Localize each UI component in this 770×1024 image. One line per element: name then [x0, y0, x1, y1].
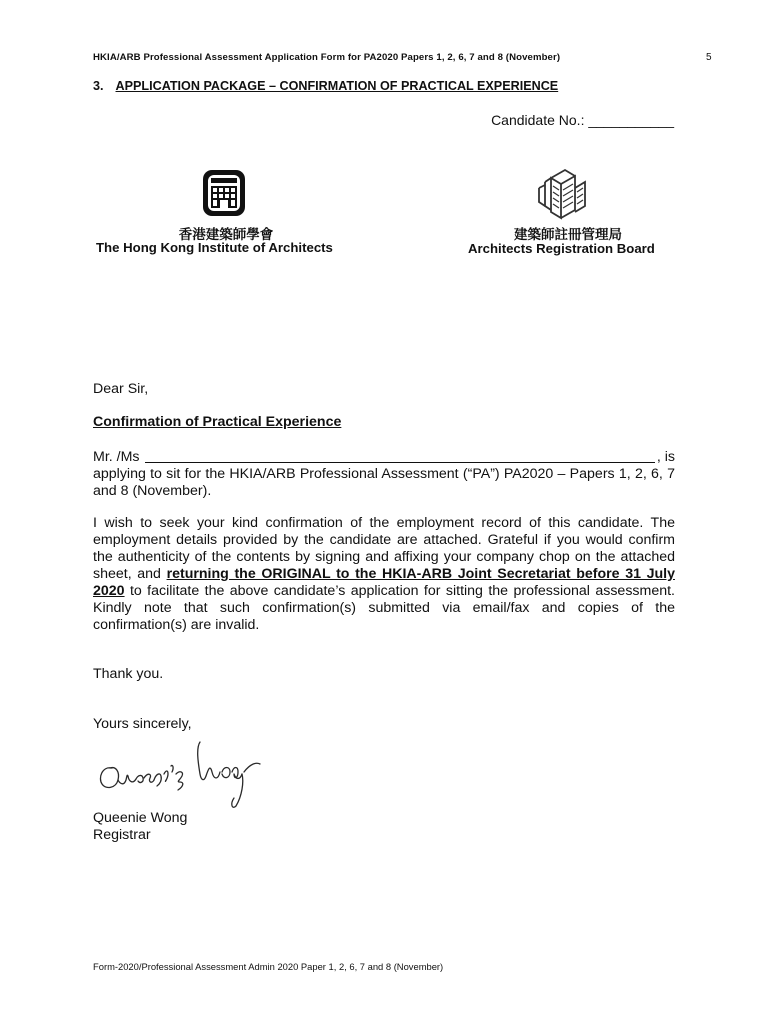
letter-subject: Confirmation of Practical Experience: [93, 414, 342, 430]
candidate-paragraph-text: applying to sit for the HKIA/ARB Professional Assessment (“PA”) PA2020 – Papers 1, 2, 6, 7 and 8 (November).: [93, 466, 675, 499]
request-paragraph: [93, 515, 675, 634]
thanks-line: Thank you.: [93, 666, 164, 682]
return-deadline-notice: returning the ORIGINAL to the HKIA-ARB Joint Secretariat before 31 July 2020: [93, 566, 675, 599]
signer-title: Registrar: [93, 827, 151, 843]
candidate-paragraph: [93, 449, 675, 500]
hkia-emblem-icon: [200, 168, 248, 223]
handwritten-signature: [94, 734, 269, 817]
salutation: Dear Sir,: [93, 381, 149, 397]
arb-chinese-name: 建築師註冊管理局: [514, 227, 622, 243]
closing-line: Yours sincerely,: [93, 716, 192, 732]
running-header: HKIA/ARB Professional Assessment Application Form for PA2020 Papers 1, 2, 6, 7 and 8 (November): [93, 52, 561, 63]
arb-english-name: Architects Registration Board: [468, 241, 655, 256]
page-number: 5: [706, 52, 712, 63]
section-number: 3.: [93, 79, 104, 93]
page-footer: Form-2020/Professional Assessment Admin 2020 Paper 1, 2, 6, 7 and 8 (November): [93, 961, 444, 972]
request-text-before: I wish to seek your kind confirmation of the employment record of this candidate. The employment details provided by the candidate are attached. Grateful if you would confirm the authenticity of the contents by signing and affixing your company chop on the attached sheet, and: [93, 515, 675, 582]
name-suffix: , is: [656, 449, 675, 465]
arb-emblem-icon: [535, 166, 591, 225]
name-prefix: Mr. /Ms: [93, 449, 140, 465]
candidate-number-field: Candidate No.: ___________: [491, 112, 674, 128]
section-title: APPLICATION PACKAGE – CONFIRMATION OF PRACTICAL EXPERIENCE: [115, 79, 559, 93]
request-text-after: to facilitate the above candidate’s application for sitting the professional assessment. Kindly note that such confirmation(s) submitted via email/fax and copies of the confirmation(s) are invalid.: [93, 583, 675, 633]
signer-name: Queenie Wong: [93, 810, 188, 826]
hkia-english-name: The Hong Kong Institute of Architects: [96, 240, 333, 255]
section-heading: [93, 79, 558, 93]
candidate-name-blank: [145, 449, 655, 463]
hkia-chinese-name: 香港建築師學會: [178, 227, 274, 243]
